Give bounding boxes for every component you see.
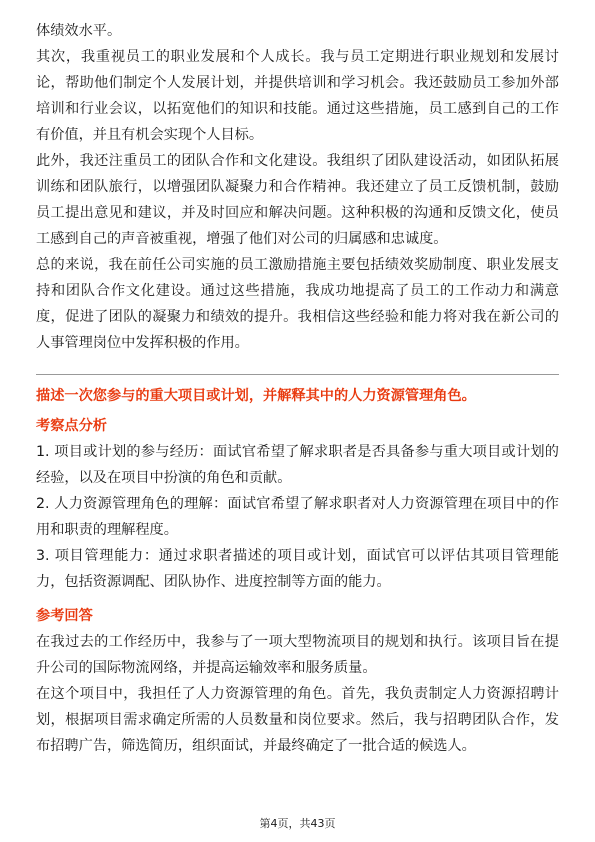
body-paragraph: 其次，我重视员工的职业发展和个人成长。我与员工定期进行职业规划和发展讨论，帮助他们制定个人发展计划，并提供培训和学习机会。我还鼓励员工参加外部培训和行业会议，以拓宽他们的知识和技能。通过这些措施，员工感到自己的工作有价值，并且有机会实现个人目标。 xyxy=(36,49,559,143)
body-paragraph: 总的来说，我在前任公司实施的员工激励措施主要包括绩效奖励制度、职业发展支持和团队合作文化建设。通过这些措施，我成功地提高了员工的工作动力和满意度，促进了团队的凝聚力和绩效的提升。我相信这些经验和能力将对我在新公司的人事管理岗位中发挥积极的作用。 xyxy=(36,257,559,351)
section-divider xyxy=(36,374,559,375)
interview-question: 描述一次您参与的重大项目或计划，并解释其中的人力资源管理角色。 xyxy=(36,388,476,404)
analysis-heading: 考察点分析 xyxy=(36,418,107,434)
analysis-item: 3. 项目管理能力：通过求职者描述的项目或计划，面试官可以评估其项目管理能力，包括资源调配、团队协作、进度控制等方面的能力。 xyxy=(36,548,559,590)
reference-paragraph: 在我过去的工作经历中，我参与了一项大型物流项目的规划和执行。该项目旨在提升公司的国际物流网络，并提高运输效率和服务质量。 xyxy=(36,634,559,676)
reference-heading: 参考回答 xyxy=(36,608,93,624)
analysis-item: 1. 项目或计划的参与经历：面试官希望了解求职者是否具备参与重大项目或计划的经验，以及在项目中扮演的角色和贡献。 xyxy=(36,444,559,486)
body-paragraph: 此外，我还注重员工的团队合作和文化建设。我组织了团队建设活动，如团队拓展训练和团队旅行，以增强团队凝聚力和合作精神。我还建立了员工反馈机制，鼓励员工提出意见和建议，并及时回应和解决问题。这种积极的沟通和反馈文化，使员工感到自己的声音被重视，增强了他们对公司的归属感和忠诚度。 xyxy=(36,153,559,247)
body-paragraph: 体绩效水平。 xyxy=(36,23,122,39)
document-body xyxy=(36,18,559,759)
page-number: 第4页，共43页 xyxy=(259,817,336,830)
reference-paragraph: 在这个项目中，我担任了人力资源管理的角色。首先，我负责制定人力资源招聘计划，根据项目需求确定所需的人员数量和岗位要求。然后，我与招聘团队合作，发布招聘广告，筛选简历，组织面试，并最终确定了一批合适的候选人。 xyxy=(36,686,559,754)
analysis-item: 2. 人力资源管理角色的理解：面试官希望了解求职者对人力资源管理在项目中的作用和职责的理解程度。 xyxy=(36,496,559,538)
